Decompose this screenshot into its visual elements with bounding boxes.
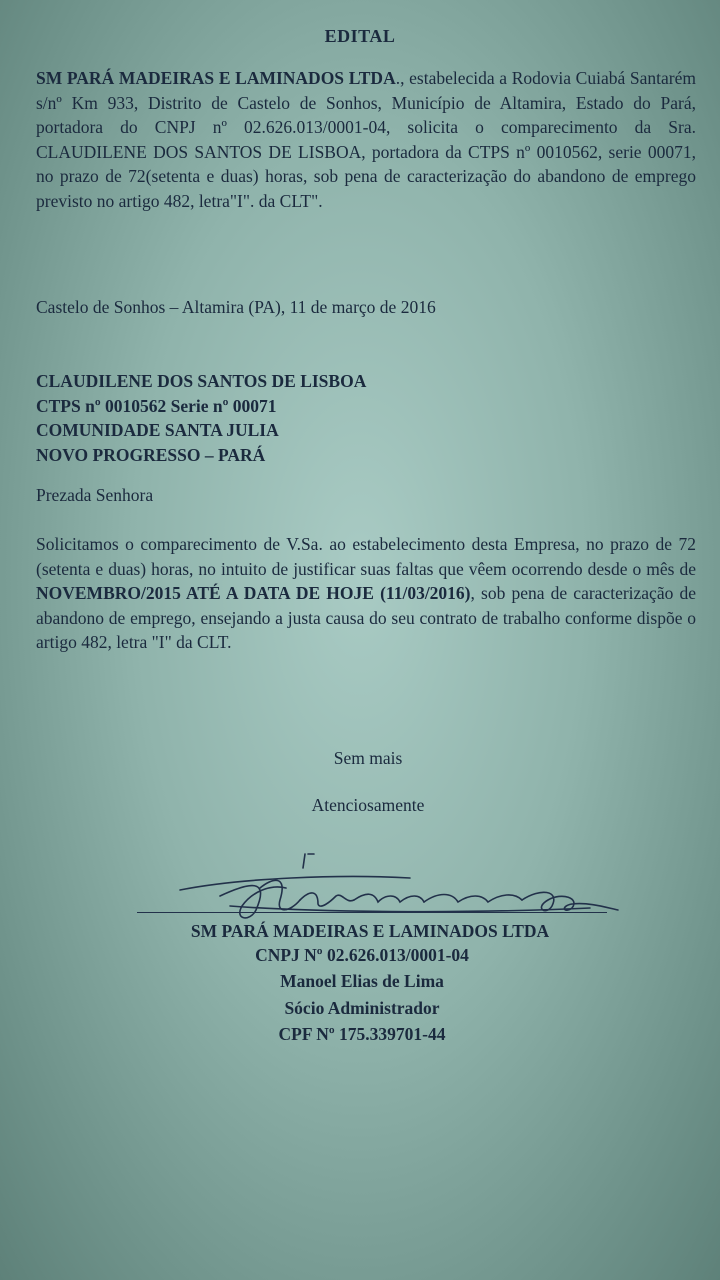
closing-sem-mais: Sem mais	[333, 748, 403, 768]
signer-role: Sócio Administrador	[284, 998, 440, 1018]
document-title: EDITAL	[324, 26, 396, 46]
body-bold-period: NOVEMBRO/2015 ATÉ A DATA DE HOJE (11/03/2016)	[36, 583, 471, 603]
signature-line	[137, 912, 607, 913]
body-text-part1: Solicitamos o comparecimento de V.Sa. ao estabelecimento desta Empresa, no prazo de 72 (setenta e duas) horas, no intuito de justificar suas faltas que vêem ocorrendo desde o mês de	[36, 534, 696, 579]
body-text-part2: , sob pena de caracterização de abandono de emprego, ensejando a justa causa do seu contrato de trabalho conforme dispõe o artigo 482, letra "I" da CLT.	[36, 583, 696, 652]
intro-text: ., estabelecida a Rodovia Cuiabá Santarém s/nº Km 933, Distrito de Castelo de Sonhos, Município de Altamira, Estado do Pará, portadora do CNPJ nº 02.626.013/0001-04, solicita o comparecimento da Sra. CLAUDILENE DOS SANTOS DE LISBOA, portadora da CTPS nº 0010562, serie 00071, no prazo de 72(setenta e duas) horas, sob pena de caracterização do abandono de emprego previsto no artigo 482, letra"I". da CLT".	[36, 68, 696, 211]
signer-cpf: CPF Nº 175.339701-44	[278, 1024, 446, 1044]
recipient-city: NOVO PROGRESSO – PARÁ	[36, 444, 266, 465]
intro-company-name: SM PARÁ MADEIRAS E LAMINADOS LTDA	[36, 68, 396, 88]
signer-name: Manoel Elias de Lima	[280, 971, 444, 991]
recipient-ctps: CTPS nº 0010562 Serie nº 00071	[36, 395, 277, 416]
intro-paragraph	[36, 66, 696, 213]
recipient-name: CLAUDILENE DOS SANTOS DE LISBOA	[36, 371, 367, 391]
recipient-community: COMUNIDADE SANTA JULIA	[36, 420, 279, 440]
recipient-block	[36, 369, 366, 467]
greeting: Prezada Senhora	[36, 485, 154, 505]
signer-company: SM PARÁ MADEIRAS E LAMINADOS LTDA	[190, 921, 550, 941]
date-line: Castelo de Sonhos – Altamira (PA), 11 de março de 2016	[36, 297, 436, 317]
handwritten-signature	[160, 848, 630, 928]
closing-atenciosamente: Atenciosamente	[311, 795, 425, 815]
body-paragraph	[36, 532, 696, 655]
signer-cnpj: CNPJ Nº 02.626.013/0001-04	[255, 945, 469, 965]
